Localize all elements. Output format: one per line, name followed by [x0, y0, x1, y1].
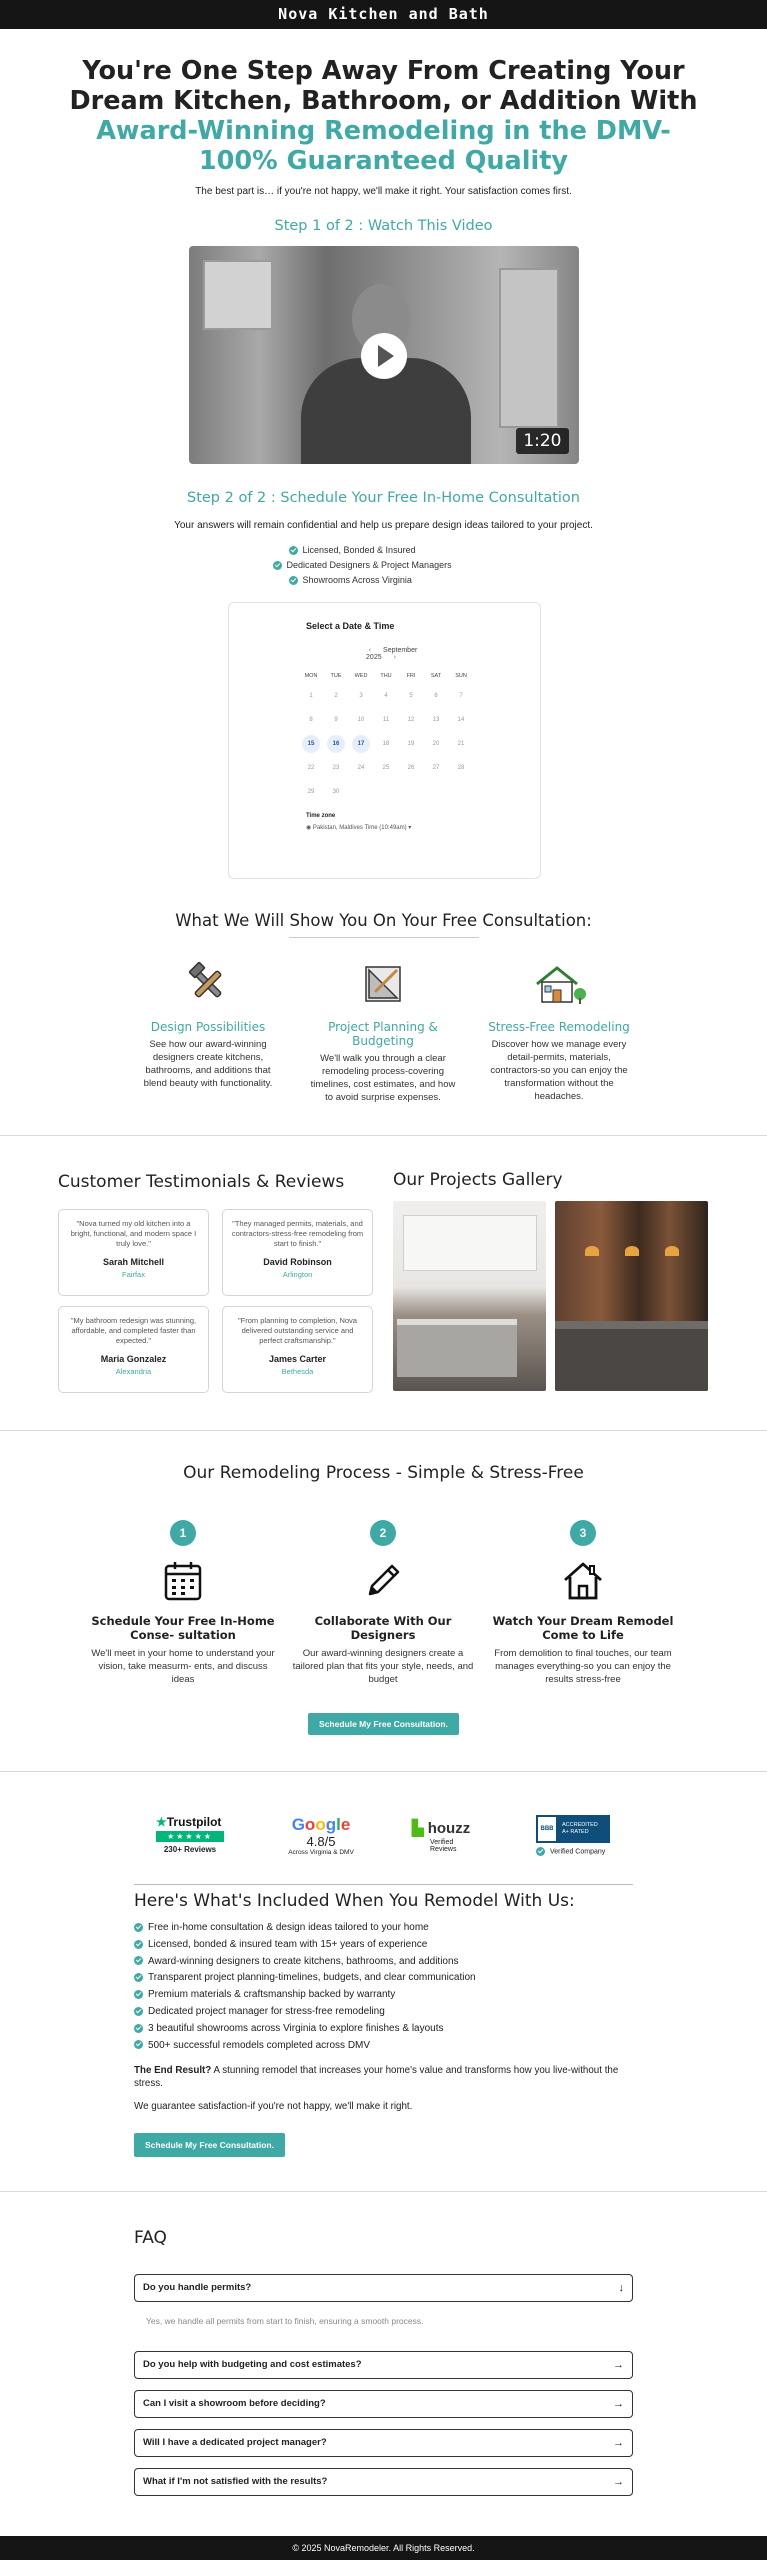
step2-subtitle: Your answers will remain confidential and help us prepare design ideas tailored to your project.	[174, 520, 593, 531]
calendar-day	[427, 783, 445, 801]
calendar-day	[377, 783, 395, 801]
weekday-label: THU	[380, 673, 392, 679]
testimonial-card	[58, 1209, 209, 1296]
list-item: Licensed, bonded & insured team with 15+ years of experience	[134, 1937, 476, 1954]
hero-section	[0, 29, 767, 197]
benefit-card	[133, 962, 283, 1090]
arrow-right-icon: →	[613, 2437, 624, 2449]
calendar-day: 24	[357, 765, 365, 771]
calendar-day: 4	[384, 693, 388, 699]
faq-item[interactable]	[134, 2429, 633, 2457]
gallery-title: Our Projects Gallery	[393, 1170, 563, 1190]
step1-title: Step 1 of 2 : Watch This Video	[274, 218, 493, 234]
weekday-label: MON	[304, 673, 318, 679]
section-divider	[0, 1430, 767, 1431]
google-area: Across Virginia & DMV	[288, 1849, 354, 1856]
faq-item[interactable]	[134, 2390, 633, 2418]
calendar-day: 8	[309, 717, 313, 723]
schedule-consultation-button[interactable]: Schedule My Free Consultation.	[134, 2133, 285, 2157]
pendant-lamp	[665, 1246, 679, 1256]
calendar-day: 10	[357, 717, 365, 723]
faq-answer: Yes, we handle all permits from start to finish, ensuring a smooth process.	[146, 2316, 424, 2326]
list-item: Transparent project planning-timelines, budgets, and clear communication	[134, 1970, 476, 1987]
star-icon: ★	[156, 1815, 167, 1829]
arrow-right-icon: →	[613, 2359, 624, 2371]
footer	[0, 2536, 767, 2560]
bbb-rating: A+ RATED	[562, 1829, 589, 1835]
check-icon	[134, 1923, 143, 1932]
google-rating: 4.8/5	[306, 1834, 336, 1849]
hero-line-2: Dream Kitchen, Bathroom, or Addition With	[69, 86, 698, 116]
end-result-text	[134, 2064, 634, 2090]
calendar-week	[302, 759, 470, 777]
calendar-weekdays	[302, 667, 470, 685]
calendar-day: 27	[432, 765, 440, 771]
houzz-verified: Verified	[430, 1839, 454, 1846]
calendar-week	[302, 783, 470, 801]
play-icon[interactable]	[361, 333, 407, 379]
trust-badges	[0, 1815, 767, 1867]
timezone-label: Time zone	[306, 813, 336, 819]
process-step	[288, 1520, 478, 1686]
check-icon	[134, 2024, 143, 2033]
calendar-day: 14	[457, 717, 465, 723]
testimonial-card	[58, 1306, 209, 1393]
process-cta-wrap	[0, 1713, 767, 1735]
benefit-text: We'll walk you through a clear remodeling process-covering timelines, cost estimates, and how to avoid surprise expenses.	[310, 1053, 456, 1103]
calendar-week	[302, 711, 470, 729]
faq-item[interactable]	[134, 2468, 633, 2496]
booking-calendar[interactable]	[228, 602, 541, 879]
weekday-label: SAT	[430, 673, 442, 679]
section-rule	[134, 1884, 633, 1885]
step2-title: Step 2 of 2 : Schedule Your Free In-Home Consultation	[187, 490, 580, 506]
calendar-day: 13	[432, 717, 440, 723]
calendar-month: September 2025	[366, 647, 418, 661]
testimonial-name: James Carter	[268, 1354, 327, 1364]
faq-question: Do you help with budgeting and cost estimates?	[143, 2359, 362, 2370]
testimonial-location: Bethesda	[281, 1367, 314, 1376]
step-title: Watch Your Dream Remodel Come to Life	[492, 1614, 674, 1642]
home-icon	[561, 1560, 605, 1602]
calendar-week	[302, 687, 470, 705]
included-cta-wrap	[134, 2133, 285, 2157]
benefit-text: See how our award-winning designers create kitchens, bathrooms, and additions that blend beauty with functionality.	[143, 1039, 273, 1089]
hero-line-4: 100% Guaranteed Quality	[198, 146, 569, 176]
top-bar	[0, 0, 767, 29]
calendar-day-available[interactable]: 16	[327, 735, 345, 753]
video-cabinet	[499, 268, 559, 428]
included-title: Here's What's Included When You Remodel With Us:	[134, 1891, 575, 1911]
list-item: 500+ successful remodels completed across DMV	[134, 2038, 476, 2055]
brand-title: Nova Kitchen and Bath	[278, 5, 489, 23]
faq-item[interactable]	[134, 2351, 633, 2379]
check-icon	[289, 546, 298, 555]
calendar-day: 30	[332, 789, 340, 795]
benefit-title: Project Planning & Budgeting	[328, 1020, 438, 1048]
schedule-consultation-button[interactable]: Schedule My Free Consultation.	[308, 1713, 459, 1735]
calendar-day: 22	[307, 765, 315, 771]
calendar-day: 18	[382, 741, 390, 747]
arrow-down-icon: ↓	[618, 2282, 624, 2294]
step-text: We'll meet in your home to understand your vision, take measurm- ents, and discuss ideas	[91, 1648, 275, 1685]
calendar-day: 12	[407, 717, 415, 723]
calendar-day: 9	[334, 717, 338, 723]
benefit-title: Design Possibilities	[150, 1020, 266, 1034]
hero-line-1: You're One Step Away From Creating Your	[82, 56, 685, 86]
testimonials-title: Customer Testimonials & Reviews	[58, 1172, 345, 1192]
hero-headline	[0, 56, 767, 176]
tools-icon	[186, 962, 230, 1006]
check-icon	[273, 561, 282, 570]
hero-line-3: Award-Winning Remodeling in the DMV-	[96, 116, 671, 146]
trustpilot-reviews: 230+ Reviews	[163, 1845, 217, 1854]
list-item: Premium materials & craftsmanship backed by warranty	[134, 1987, 476, 2004]
bbb-logo: BBB	[536, 1815, 558, 1843]
end-result-body: A stunning remodel that increases your home's value and transforms how you live-without the stress.	[134, 2065, 619, 2089]
check-icon	[289, 576, 298, 585]
copyright-text: © 2025 NovaRemodeler. All Rights Reserved.	[292, 2543, 475, 2553]
bbb-seal	[536, 1815, 610, 1843]
trustpilot-logo: Trustpilot	[166, 1815, 222, 1829]
process-title: Our Remodeling Process - Simple & Stress-Free	[183, 1463, 584, 1483]
show-heading	[0, 911, 767, 938]
calendar-day: 20	[432, 741, 440, 747]
show-title: What We Will Show You On Your Free Consultation:	[175, 911, 592, 930]
calendar-day: 1	[309, 693, 313, 699]
hero-subtitle: The best part is… if you're not happy, we'll make it right. Your satisfaction comes first.	[195, 186, 572, 197]
bbb-verified: Verified Company	[550, 1848, 606, 1856]
check-icon	[134, 1990, 143, 1999]
step-number: 1	[170, 1520, 196, 1546]
list-item: Showrooms Across Virginia	[289, 573, 479, 588]
calendar-day: 11	[382, 717, 390, 723]
photo-island	[397, 1319, 517, 1377]
step-text: From demolition to final touches, our team manages everything-so you can enjoy the results stress-free	[494, 1648, 672, 1685]
faq-question: Do you handle permits?	[143, 2282, 252, 2293]
list-item: Free in-home consultation & design ideas tailored to your home	[134, 1920, 476, 1937]
bbb-accredited: ACCREDITED	[562, 1822, 598, 1828]
check-icon	[134, 1956, 143, 1965]
testimonial-card	[222, 1209, 373, 1296]
video-duration: 1:20	[516, 428, 568, 454]
testimonial-card	[222, 1306, 373, 1393]
benefit-title: Stress-Free Remodeling	[488, 1020, 630, 1034]
calendar-day: 21	[457, 741, 465, 747]
testimonial-quote: "My bathroom redesign was stunning, affordable, and completed faster than expected."	[70, 1316, 197, 1345]
testimonial-location: Fairfax	[122, 1270, 145, 1279]
faq-question: Will I have a dedicated project manager?	[143, 2437, 327, 2448]
calendar-day: 19	[407, 741, 415, 747]
calendar-day-available[interactable]: 15	[302, 735, 320, 753]
pendant-lamp	[625, 1246, 639, 1256]
calendar-day: 23	[332, 765, 340, 771]
list-item: 3 beautiful showrooms across Virginia to explore finishes & layouts	[134, 2021, 476, 2038]
calendar-day: 3	[359, 693, 363, 699]
testimonial-location: Arlington	[282, 1270, 313, 1279]
houzz-badge	[412, 1819, 482, 1853]
calendar-day: 28	[457, 765, 465, 771]
testimonial-quote: "From planning to completion, Nova delivered outstanding service and perfect craftsmanship."	[238, 1316, 357, 1345]
google-badge	[278, 1815, 364, 1856]
calendar-month-nav	[342, 647, 432, 661]
benefit-card	[308, 962, 458, 1104]
timezone-select[interactable]: ◉ Pakistan, Maldives Time (10:49am) ▾	[306, 825, 412, 831]
testimonial-name: Maria Gonzalez	[100, 1354, 167, 1364]
calendar-day	[352, 783, 370, 801]
houzz-logo: houzz	[427, 1820, 471, 1837]
step-number: 3	[570, 1520, 596, 1546]
testimonial-location: Alexandria	[115, 1367, 152, 1376]
included-list	[134, 1920, 476, 2054]
testimonial-name: David Robinson	[263, 1257, 332, 1267]
house-icon	[531, 962, 587, 1006]
calendar-day-available[interactable]: 17	[352, 735, 370, 753]
calendar-day: 25	[382, 765, 390, 771]
calendar-day: 6	[434, 693, 438, 699]
photo-counter	[555, 1321, 708, 1391]
pencil-icon	[362, 1560, 404, 1602]
gallery-photo-kitchen-white[interactable]	[393, 1201, 546, 1391]
section-divider	[0, 1771, 767, 1772]
photo-cabinets	[403, 1215, 537, 1271]
arrow-right-icon: →	[613, 2476, 624, 2488]
next-month-icon[interactable]: ›	[393, 654, 396, 661]
calendar-day	[402, 783, 420, 801]
list-item: Award-winning designers to create kitchens, bathrooms, and additions	[134, 1954, 476, 1971]
pendant-lamp	[585, 1246, 599, 1256]
title-underline	[289, 937, 479, 938]
faq-question: What if I'm not satisfied with the results?	[143, 2476, 328, 2487]
step-title: Collaborate With Our Designers	[314, 1614, 452, 1642]
calendar-day: 5	[409, 693, 413, 699]
google-logo: Google	[291, 1815, 351, 1834]
video-cabinet	[203, 260, 273, 330]
prev-month-icon[interactable]: ‹	[368, 647, 372, 654]
faq-title: FAQ	[134, 2228, 167, 2248]
check-icon	[134, 2007, 143, 2016]
process-step	[488, 1520, 678, 1686]
weekday-label: WED	[354, 673, 368, 679]
globe-icon: ◉	[306, 825, 313, 831]
houzz-reviews: Reviews	[430, 1846, 457, 1853]
step-text: Our award-winning designers create a tailored plan that fits your style, needs, and budget	[292, 1648, 474, 1685]
calendar-title: Select a Date & Time	[306, 621, 395, 631]
weekday-label: FRI	[406, 673, 416, 679]
calendar-day: 2	[334, 693, 338, 699]
calendar-day: 29	[307, 789, 315, 795]
check-icon	[134, 2040, 143, 2049]
list-item: Dedicated Designers & Project Managers	[273, 558, 479, 573]
testimonial-name: Sarah Mitchell	[102, 1257, 165, 1267]
blueprint-icon	[361, 962, 405, 1006]
houzz-icon: ▙	[412, 1820, 424, 1837]
check-icon	[134, 1940, 143, 1949]
list-item: Licensed, Bonded & Insured	[289, 543, 479, 558]
gallery-photo-kitchen-wood[interactable]	[555, 1201, 708, 1391]
trustpilot-badge	[150, 1815, 230, 1854]
section-divider	[0, 1135, 767, 1136]
weekday-label: SUN	[455, 673, 467, 679]
testimonial-quote: "Nova turned my old kitchen into a bright, functional, and modern space I truly love."	[70, 1219, 197, 1248]
faq-item[interactable]	[134, 2274, 633, 2302]
calendar-day	[452, 783, 470, 801]
calendar-day: 7	[459, 693, 463, 699]
calendar-day: 26	[407, 765, 415, 771]
faq-question: Can I visit a showroom before deciding?	[143, 2398, 326, 2409]
section-divider	[0, 2191, 767, 2192]
arrow-right-icon: →	[613, 2398, 624, 2410]
check-icon	[134, 1973, 143, 1982]
weekday-label: TUE	[330, 673, 342, 679]
list-item: Dedicated project manager for stress-free remodeling	[134, 2004, 476, 2021]
step-title: Schedule Your Free In-Home Conse- sultation	[91, 1614, 275, 1642]
benefit-text: Discover how we manage every detail-permits, materials, contractors-so you can enjoy the transformation without the headaches.	[490, 1039, 628, 1102]
testimonial-quote: "They managed permits, materials, and contractors-stress-free remodeling from start to finish."	[231, 1219, 364, 1248]
check-icon	[536, 1847, 545, 1856]
calendar-week	[302, 735, 470, 753]
guarantee-text: We guarantee satisfaction-if you're not happy, we'll make it right.	[134, 2101, 413, 2112]
trustpilot-stars: ★★★★★	[156, 1831, 224, 1842]
benefit-card	[484, 962, 634, 1103]
end-result-label: The End Result?	[134, 2065, 212, 2076]
calendar-icon	[163, 1560, 203, 1602]
process-step	[88, 1520, 278, 1686]
bbb-badge	[536, 1815, 616, 1856]
trust-checklist	[286, 543, 479, 588]
intro-video[interactable]	[189, 246, 579, 464]
step-number: 2	[370, 1520, 396, 1546]
